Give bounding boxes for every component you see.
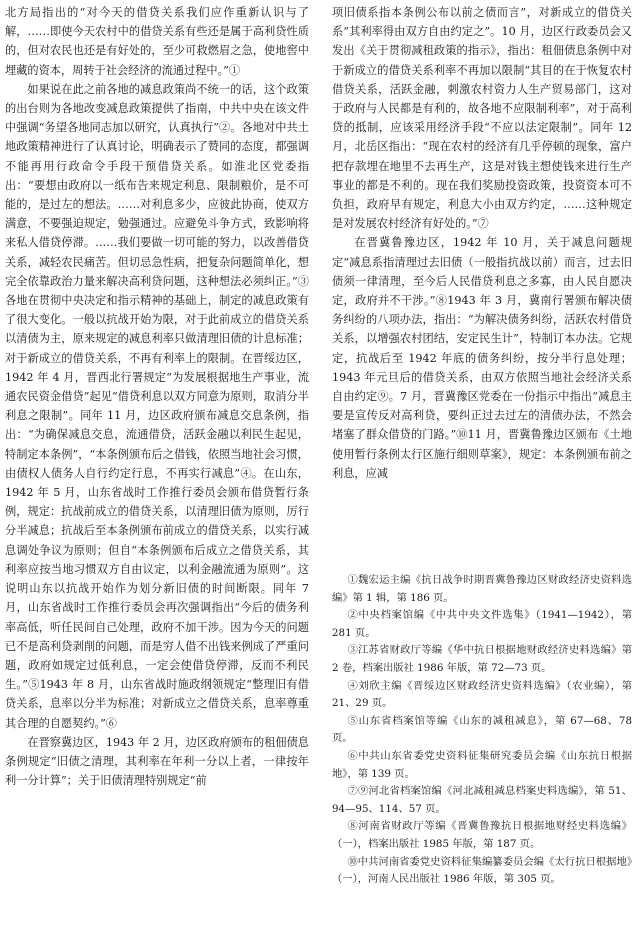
footnote: ⑤山东省档案馆等编《山东的减租减息》，第 67—68、78 页。 — [332, 714, 632, 745]
footnote: ③江苏省财政厅等编《华中抗日根据地财政经济史料选编》第 2 卷，档案出版社 1986 年版，第 72—73 页。 — [332, 644, 632, 674]
paragraph: 北方局指出的“对今天的借贷关系我们应作重新认识与了解，……即使今天农村中的借贷关系有些还是属于高利贷性质的，但对农民也还是有好处的，至少可救燃眉之急，使地窖中埋藏的资本，周转于社会经济的流通过程中。”① — [5, 6, 309, 77]
footnote: ②中央档案馆编《中共中央文件选集》（1941—1942），第 281 页。 — [332, 609, 632, 639]
paragraph: 在晋冀鲁豫边区，1942 年 10 月，关于减息问题规定“减息系指清理过去旧债（一般指抗战以前）而言，过去旧债须一律清理，至今后人民借贷利息之多寡，由人民自愿决定，政府并不干涉。”⑧1943 年 3 月，冀南行署颁布解决债务纠纷的八项办法，指出：“为解决债务纠纷，活跃农村借贷关系，以增强农村团结，安定民生计”，特制订本办法。它规定，抗战后至 1942 年底的债务纠纷，按分半行息处理；1943 年元旦后的借贷关系，由双方依照当地社会经济关系自由约定⑨。7 月，晋冀豫区党委在一份指示中指出“减息主要是宣传反对高利贷，要纠正过去过左的清债办法，不然会堵塞了群众借贷的门路。”⑩11 月，晋冀鲁豫边区颁布《土地使用暂行条例太行区施行细则草案》，规定：本条例颁布前之利息，应减 — [332, 236, 632, 480]
paragraph: 在晋察冀边区，1943 年 2 月，边区政府颁布的租佃债息条例规定“旧债之清理，其利率在年利一分以上者，一律按年利一分计算”；关于旧债清理特别规定“前 — [5, 735, 309, 788]
paragraph: 如果说在此之前各地的减息政策尚不统一的话，这个政策的出台则为各地改变减息政策提供了指南，中共中央在该文件中强调“务望各地同志加以研究，认真执行”②。各地对中共土地政策精神进行了认真讨论，明确表示了赞同的态度，都强调不能再用行政命令手段干预借贷关系。如淮北区党委指出：“要想由政府以一纸布告来规定利息、限制粮价，是不可能的，是过左的想法。……对利息多少，应彼此协商，使双方满意，不要强迫规定，勉强通过。应避免斗争方式，致影响将来私人借贷停滞。……我们要做一切可能的努力，以改善借贷关系，减轻农民痛苦。但切忌急性病，把复杂问题简单化，想完全依靠政治力量来解决高利贷问题，这种想法必须纠正。”③各地在贯彻中央决定和指示精神的基础上，制定的减息政策有了很大变化。一般以抗战开始为限，对于此前成立的借贷关系以清债为主，原来规定的减息利率只做清理旧债的计息标准；对于新成立的借贷关系，不再有利率上的限制。在晋绥边区，1942 年 4 月，晋西北行署规定“为发展根据地生产事业，流通农民资金借贷”起见“借贷利息以双方同意为原则，取消分半利息之限制”。同年 11 月，边区政府颁布减息交息条例，指出：“为确保减息交息，流通借贷，活跃金融以利民生起见，特制定本条例”，“本条例颁布后之借钱，依照当地社会习惯，由债权人债务人自行约定行息，不再实行减息”④。在山东，1942 年 5 月，山东省战时工作推行委员会颁布借贷暂行条例，规定：抗战前成立的借贷关系，以清理旧债为原则，厉行分半减息；抗战后至本条例颁布前成立的借贷关系，以实行减息调处争议为原则；但自“本条例颁布后成立之借贷关系，其利率应按当地习惯双方自由议定，以利金融流通为原则”。这说明山东以抗战开始作为划分新旧债的时间断限。同年 7 月，山东省战时工作推行委员会再次强调指出“今后的债务利率高低，听任民间自己处理，政府不加干涉。因为今天的问题已不是高利贷剥削的问题，而是穷人借不出钱来例成了严重问题，政府如规定过低利息，一定会使借贷停滞，反而不利民生。”⑤1943 年 8 月，山东省战时施政纲领规定“整理旧有借贷关系，息率以分半为标准；对新成立之借贷关系，息率尊重其合理的自愿契约。”⑥ — [5, 82, 309, 730]
footnote: ⑧河南省财政厅等编《晋冀鲁豫抗日根据地财经史料选编》（一），档案出版社 1985 年版，第 187 页。 — [332, 820, 632, 850]
right-column — [332, 3, 632, 563]
left-column — [5, 3, 309, 931]
paragraph: 项旧债系指本条例公布以前之债而言”，对新成立的借贷关系“其利率得由双方自由约定之”。10 月，边区行政委员会又发出《关于贯彻减租政策的指示》，指出：租佃债息条例中对于新成立的借贷关系利率不再加以限制“其目的在于恢复农村借贷关系，活跃金融，刺激农村资力人生产贸易部门，这对于政府与人民都是有利的，故各地不应限制利率”，对于高利贷的抵制，应该采用经济手段“不应以法定限制”。同年 12 月，北岳区指出：“现在农村的经济有几乎停顿的现象，富户把存款埋在地里不去再生产，这是对钱主想使钱来进行生产事业的都是不利的。现在我们奖励投资政策，投资资本可不负担，政府早有规定，利息大小由双方约定，……这种规定是对发展农村经济有好处的。”⑦ — [332, 6, 632, 231]
footnotes — [332, 572, 632, 930]
footnote: ⑥中共山东省委党史资料征集研究委员会编《山东抗日根据地》，第 139 页。 — [332, 749, 632, 780]
footnote: ⑩中共河南省委党史资料征集编纂委员会编《太行抗日根据地》（一），河南人民出版社 1986 年版，第 305 页。 — [332, 855, 632, 886]
footnote: ①魏宏运主编《抗日战争时期晋冀鲁豫边区财政经济史资料选编》第 1 辑，第 186 页。 — [332, 574, 632, 604]
footnote: ⑦⑨河北省档案馆编《河北减租减息档案史料选编》，第 51、94—95、114、57 页。 — [332, 785, 632, 815]
footnote: ④刘欣主编《晋绥边区财政经济史资料选编》（农业编），第 21、29 页。 — [332, 679, 632, 710]
